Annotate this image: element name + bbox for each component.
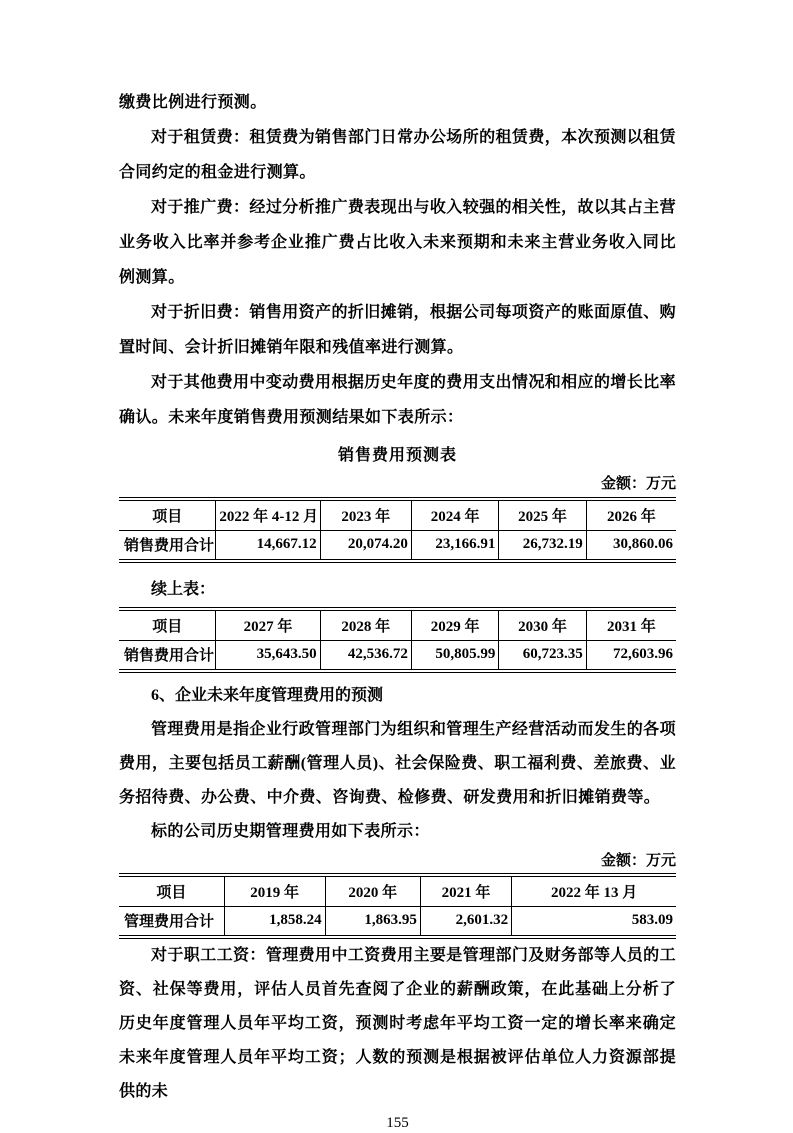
paragraph-staff-salary: 对于职工工资：管理费用中工资费用主要是管理部门及财务部等人员的工资、社保等费用，评估人员首先查阅了企业的薪酬政策，在此基础上分析了历史年度管理人员年平均工资，预测时考虑年平均工资一定的增长率来确定未来年度管理人员年平均工资；人数的预测是根据被评估单位人力资源部提供的未 (119, 947, 676, 1100)
cell-value: 35,643.50 (216, 640, 320, 671)
unit-label-admin: 金额：万元 (600, 853, 676, 869)
paragraph-admin-expense-definition: 管理费用是指企业行政管理部门为组织和管理生产经营活动而发生的各项费用，主要包括员工薪酬(管理人员)、社会保险费、职工福利费、差旅费、业务招待费、办公费、中介费、咨询费、检修费、研发费用和折旧摊销费等。 (119, 721, 676, 806)
col-header-2031: 2031 年 (586, 609, 676, 640)
cell-value: 20,074.20 (320, 530, 411, 561)
col-header-2019: 2019 年 (224, 875, 325, 906)
cell-value: 23,166.91 (411, 530, 498, 561)
paragraph-depreciation-expense: 对于折旧费：销售用资产的折旧摊销，根据公司每项资产的账面原值、购置时间、会计折旧摊销年限和残值率进行测算。 (119, 304, 676, 356)
paragraph-admin-table-intro: 标的公司历史期管理费用如下表所示： (151, 823, 430, 840)
col-header-2028: 2028 年 (320, 609, 411, 640)
section-6-heading: 6、企业未来年度管理费用的预测 (151, 687, 384, 704)
continuation-label: 续上表： (151, 581, 216, 598)
cell-value: 42,536.72 (320, 640, 411, 671)
row-label-sales-total: 销售费用合计 (119, 640, 216, 671)
col-header-2029: 2029 年 (411, 609, 498, 640)
col-header-item: 项目 (119, 875, 224, 906)
cell-value: 72,603.96 (613, 646, 673, 663)
sales-forecast-table-title: 销售费用预测表 (337, 447, 457, 464)
col-header-2024: 2024 年 (411, 499, 498, 530)
page-number: 155 (386, 1115, 409, 1131)
cell-value: 583.09 (631, 912, 673, 929)
col-header-2023: 2023 年 (320, 499, 411, 530)
paragraph-rent-expense: 对于租赁费：租赁费为销售部门日常办公场所的租赁费，本次预测以租赁合同约定的租金进行测算。 (119, 129, 676, 181)
cell-value: 30,860.06 (613, 536, 673, 553)
row-label-sales-total: 销售费用合计 (119, 530, 216, 561)
unit-label-sales: 金额：万元 (600, 476, 676, 492)
paragraph-continuation: 缴费比例进行预测。 (119, 94, 267, 111)
admin-expense-table (119, 873, 676, 939)
sales-forecast-table-part1 (119, 497, 676, 563)
cell-value: 1,863.95 (325, 906, 420, 937)
col-header-2021: 2021 年 (420, 875, 511, 906)
sales-forecast-table-part2 (119, 607, 676, 673)
paragraph-promotion-expense: 对于推广费：经过分析推广费表现出与收入较强的相关性，故以其占主营业务收入比率并参考企业推广费占比收入未来预期和未来主营业务收入同比例测算。 (119, 199, 676, 286)
cell-value: 14,667.12 (216, 530, 320, 561)
table-row (119, 640, 676, 671)
col-header-2025: 2025 年 (499, 499, 586, 530)
paragraph-other-expense: 对于其他费用中变动费用根据历史年度的费用支出情况和相应的增长比率确认。未来年度销售费用预测结果如下表所示： (119, 374, 676, 426)
cell-value: 1,858.24 (224, 906, 325, 937)
table-header-row (119, 609, 676, 640)
col-header-2027: 2027 年 (216, 609, 320, 640)
section-6 (119, 679, 676, 1109)
col-header-item: 项目 (119, 609, 216, 640)
cell-value: 2,601.32 (420, 906, 511, 937)
col-header-2026: 2026 年 (586, 499, 676, 530)
table-header-row (119, 875, 676, 906)
col-header-item: 项目 (119, 499, 216, 530)
row-label-admin-total: 管理费用合计 (119, 906, 224, 937)
col-header-2022: 2022 年 4-12 月 (216, 499, 320, 530)
table-row (119, 530, 676, 561)
cell-value: 50,805.99 (411, 640, 498, 671)
cell-value: 60,723.35 (499, 640, 586, 671)
col-header-2020: 2020 年 (325, 875, 420, 906)
col-header-2022: 2022 年 13 月 (512, 875, 676, 906)
cell-value: 26,732.19 (499, 530, 586, 561)
table-header-row (119, 499, 676, 530)
col-header-2030: 2030 年 (499, 609, 586, 640)
table-row (119, 906, 676, 937)
